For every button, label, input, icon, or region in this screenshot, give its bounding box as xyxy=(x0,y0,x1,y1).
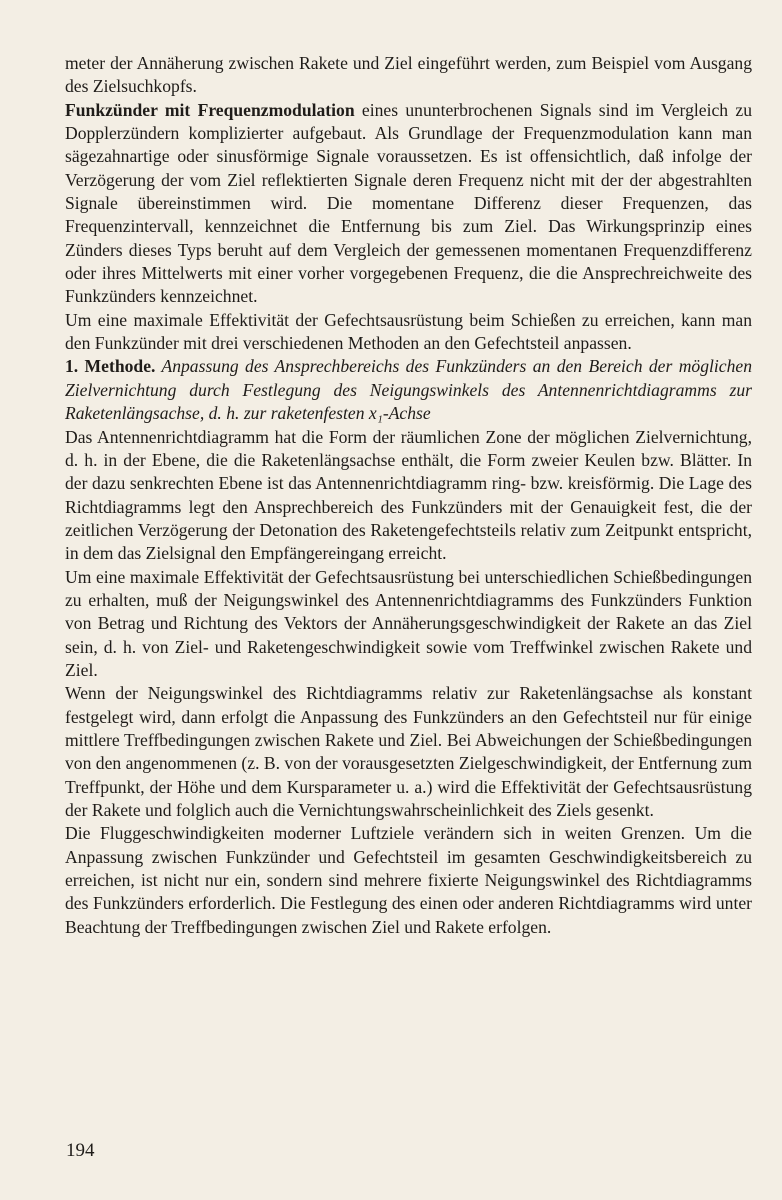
paragraph-3 xyxy=(65,309,752,356)
paragraph-7-text: Wenn der Neigungswinkel des Richtdiagramms relativ zur Raketenlängsachse als konstant festgelegt wird, dann erfolgt die Anpassung des Funkzünders an den Gefechtsteil nur für einige mittlere Treffbedingungen zwischen Rakete und Ziel. Bei Abweichungen der Schießbedingungen von den angenommenen (z. B. von der vorausgesetzten Zielgeschwindigkeit, der Entfernung zum Treffpunkt, der Höhe und dem Kursparameter u. a.) wird die Effektivität der Gefechtsausrüstung der Rakete und folglich auch die Vernichtungswahrscheinlichkeit des Ziels gesenkt. xyxy=(65,683,752,820)
paragraph-5 xyxy=(65,426,752,566)
paragraph-1-text: meter der Annäherung zwischen Rakete und Ziel eingeführt werden, zum Beispiel vom Ausgang des Zielsuchkopfs. xyxy=(65,53,752,97)
paragraph-4 xyxy=(65,355,752,425)
paragraph-6 xyxy=(65,566,752,683)
method-heading-text: Anpassung des Ansprechbereichs des Funkzünders an den Bereich der möglichen Zielvernichtung durch Festlegung des Neigungswinkels des Antennenrichtdiagramms zur Raketenlängsachse, d. h. zur raketenfesten x₁-Achse xyxy=(65,356,752,424)
paragraph-3-text: Um eine maximale Effektivität der Gefechtsausrüstung beim Schießen zu erreichen, kann man den Funkzünder mit drei verschiedenen Methoden an den Gefechtsteil anpassen. xyxy=(65,309,752,354)
paragraph-1 xyxy=(65,52,752,99)
paragraph-7 xyxy=(65,682,752,822)
paragraph-6-text: Um eine maximale Effektivität der Gefechtsausrüstung bei unterschiedlichen Schießbedingungen zu erhalten, muß der Neigungswinkel des Antennenrichtdiagramms des Funkzünders Funktion von Betrag und Richtung des Vektors der Annäherungsgeschwindigkeit der Rakete an das Ziel sein, d. h. von Ziel- und Raketengeschwindigkeit sowie vom Treffwinkel zwischen Rakete und Ziel. xyxy=(65,566,752,680)
method-heading-label: 1. Methode. xyxy=(65,356,156,377)
body-text xyxy=(65,52,752,939)
paragraph-5-text: Das Antennenrichtdiagramm hat die Form der räumlichen Zone der möglichen Zielvernichtung, d. h. in der Ebene, die die Raketenlängsachse enthält, die Form zweier Keulen bzw. Blätter. In der dazu senkrechten Ebene ist das Antennenrichtdiagramm ring- bzw. kreisförmig. Die Lage des Richtdiagramms legt den Ansprechbereich des Funkzünders mit der Genauigkeit fest, die der zeitlichen Verzögerung der Detonation des Raketengefechtsteils relativ zum Zeitpunkt entspricht, in dem das Zielsignal den Empfängereingang erreicht. xyxy=(65,426,752,564)
paragraph-2-text: eines ununterbrochenen Signals sind im Vergleich zu Dopplerzündern komplizierter aufgebaut. Als Grundlage der Frequenzmodulation kann man sägezahnartige oder sinusförmige Signale voraussetzen. Es ist offensichtlich, daß infolge der Verzögerung der vom Ziel reflektierten Signale deren Frequenz nicht mit der der abgestrahlten Signale übereinstimmen wird. Die momentane Differenz dieser Frequenzen, das Frequenzintervall, kennzeichnet die Entfernung bis zum Ziel. Das Wirkungsprinzip eines Zünders dieses Typs beruht auf dem Vergleich der gemessenen momentanen Frequenzdifferenz oder ihres Mittelwerts mit einer vorher vorgegebenen Frequenz, die die Ansprechreichweite des Funkzünders kennzeichnet. xyxy=(65,99,752,307)
paragraph-2 xyxy=(65,99,752,309)
paragraph-8-text: Die Fluggeschwindigkeiten moderner Luftziele verändern sich in weiten Grenzen. Um die Anpassung zwischen Funkzünder und Gefechtsteil im gesamten Geschwindigkeitsbereich zu erreichen, ist nicht nur ein, sondern sind mehrere fixierte Neigungswinkel des Richtdiagramms des Funkzünders erforderlich. Die Festlegung des einen oder anderen Richtdiagramms wird unter Beachtung der Treffbedingungen zwischen Ziel und Rakete erfolgen. xyxy=(65,823,752,937)
paragraph-8 xyxy=(65,822,752,939)
page-number: 194 xyxy=(66,1140,95,1161)
paragraph-2-lead: Funkzünder mit Frequenzmodulation xyxy=(65,99,355,120)
